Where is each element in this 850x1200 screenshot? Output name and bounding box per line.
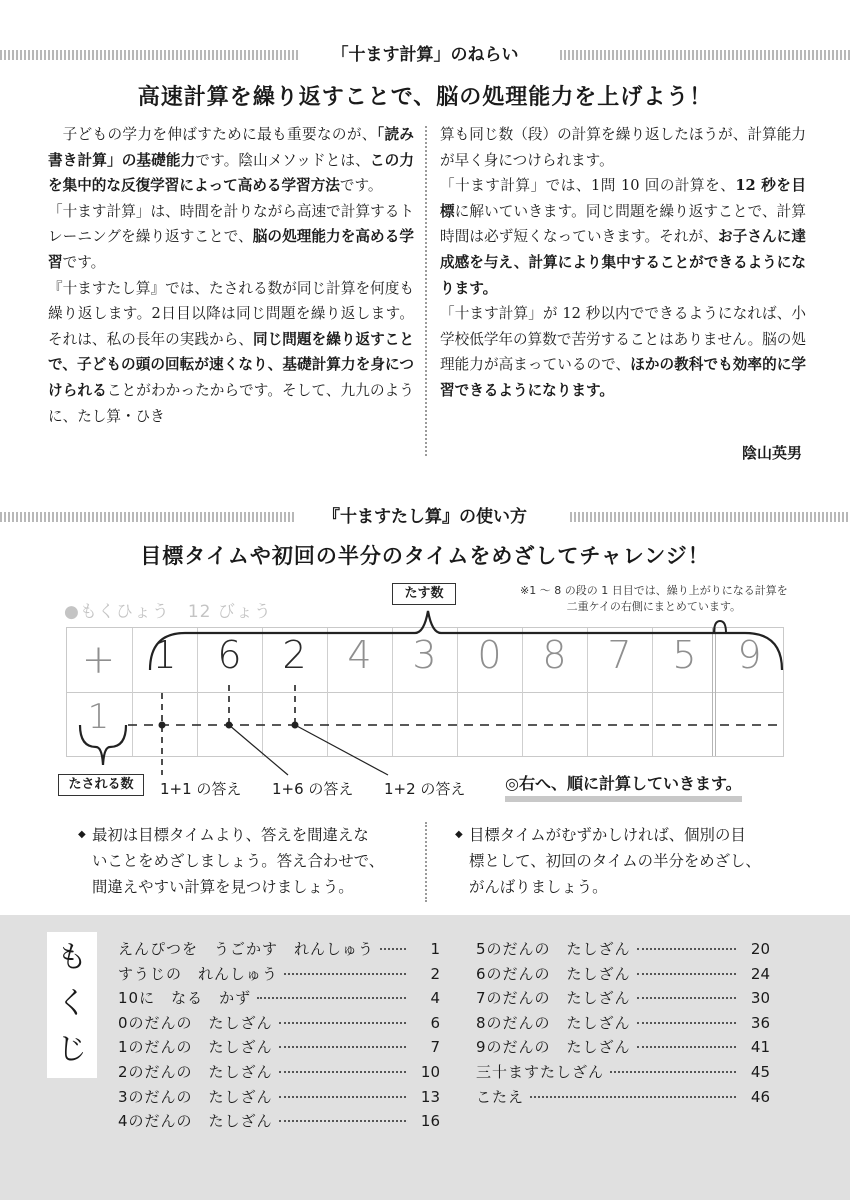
usage-line: いことをめざしましょう。答え合わせで、 [92,852,385,870]
toc-leader [637,973,736,975]
bold-text: 「読み書き計算」の基礎能力 [48,126,414,169]
toc-title: すうじの れんしゅう [118,964,279,983]
digit-cell: 1 [152,633,177,677]
toc-row[interactable] [476,1012,770,1037]
toc-right [476,938,770,1110]
digit-cell: 8 [542,633,567,677]
answer-leader [229,725,288,775]
toc-page: 2 [430,964,440,983]
usage-left [78,822,385,900]
answer-dot [292,722,299,729]
diamond-icon: ◆ [78,829,86,840]
tasareru-bracket [80,725,126,765]
toc-title: 三十ますたしざん [476,1062,605,1081]
toc-row[interactable] [476,987,770,1012]
toc-heading-char: も [57,940,87,975]
toc-row[interactable] [118,1110,440,1135]
section2-headline: 目標タイムや初回の半分のタイムをめざしてチャレンジ！ [140,544,710,568]
digit-cell: 5 [672,633,697,677]
text: 子どもの学力を伸ばすために最も重要なのが、 [62,126,377,143]
usage-line: 標として、初回のタイムの半分をめざし、 [469,852,761,870]
tasu-bracket [150,611,782,670]
digit-cell: 7 [607,633,632,677]
bold-text: 脳の処理能力を高める学習 [48,228,414,271]
author-name: 陰山英男 [741,444,802,462]
digit-cell: 6 [217,633,242,677]
toc-page: 4 [430,989,440,1008]
answer-label: 1+1 の答え [160,780,242,798]
intro-left-column [48,122,414,429]
toc-row[interactable] [118,1036,440,1061]
toc-title: 0のだんの たしざん [118,1013,273,1032]
text: 「十ます計算」では、1問 10 回の計算を、 [440,177,736,195]
text: です。 [339,177,383,195]
note-line: 二重ケイの右側にまとめています。 [566,600,742,613]
usage-divider [425,822,427,902]
toc-leader [637,1046,736,1048]
toc-row[interactable] [476,963,770,988]
toc-title: 8のだんの たしざん [476,1013,631,1032]
toc-leader [279,1022,406,1024]
bold-text: ほかの教科でも効率的に学習できるようになります。 [440,356,806,399]
answer-leader [295,725,388,775]
note-line: ※1 ～ 8 の段の 1 日目では、繰り上がりになる計算を [520,584,788,597]
usage-line: がんばりましょう。 [469,878,608,896]
toc-leader [530,1096,736,1098]
toc-title: 5のだんの たしざん [476,940,631,958]
note-pointer [714,621,726,633]
toc-heading-char: じ [57,1032,87,1067]
toc-page: 16 [420,1112,440,1131]
toc-title: 9のだんの たしざん [476,1038,631,1057]
intro-right-p1: 算も同じ数（段）の計算を繰り返したほうが、計算能力が早く身につけられます。 [440,126,806,169]
toc-page: 24 [750,964,770,983]
toc-row[interactable] [118,963,440,988]
toc-title: 1のだんの たしざん [118,1038,273,1057]
toc-leader [279,1071,406,1073]
toc-title: 7のだんの たしざん [476,989,631,1008]
toc-leader [637,1022,736,1024]
toc-left [118,938,440,1135]
text: 『十ますたし算』では、たされる数が同じ計算を何度も繰り返します。2日目以降は同じ問題を繰り返します。それは、私の長年の実践から、 [48,279,414,348]
toc-leader [637,997,736,999]
toc-page: 36 [750,1013,770,1032]
toc-heading-char: く [57,986,87,1021]
diagram-lines [0,575,850,805]
section1-header [0,44,850,66]
toc-leader [380,948,406,950]
usage-line: 目標タイムがむずかしければ、個別の目 [469,826,746,844]
toc-leader [279,1096,406,1098]
bold-text: 同じ問題を繰り返すことで、子どもの頭の回転が速くなり、基礎計算力を身につけられる [48,330,414,399]
toc-row[interactable] [118,987,440,1012]
text: です。 [62,253,106,271]
text: 「十ます計算」が 12 秒以内でできるようになれば、小学校低学年の算数で苦労することはありません。脳の処理能力が高まっているので、 [440,305,806,374]
intro-right-p2 [440,173,806,301]
tasu-label: たす数 [392,583,456,605]
tasareru-label: たされる数 [58,774,144,796]
toc-row[interactable] [118,1086,440,1111]
intro-right-p3 [440,301,806,403]
toc-row[interactable] [118,1012,440,1037]
toc-page: 7 [430,1038,440,1057]
section1-title: 「十ます計算」のねらい [331,45,519,65]
intro-left-p2 [48,199,414,276]
toc-title: えんぴつを うごかす れんしゅう [118,940,375,958]
toc-row[interactable] [476,1061,770,1086]
toc-page: 46 [750,1087,770,1106]
text: に解いていきます。同じ問題を繰り返すことで、計算時間は必ず短くなっていきます。それが、 [440,202,806,246]
bold-text: 12 秒を目標 [440,177,806,220]
text: ことがわかったからです。そして、九九のように、たし算・ひき [48,381,414,425]
intro-left-p1 [48,122,414,199]
toc-row[interactable] [118,938,440,963]
toc-title: 6のだんの たしざん [476,964,631,983]
section2-header [0,506,850,528]
toc-page: 45 [750,1062,770,1081]
toc-leader [637,948,736,950]
toc-leader [284,973,406,975]
toc-title: こたえ [476,1087,525,1106]
bold-text: お子さんに達成感を与え、計算により集中することができるようになります。 [440,228,806,297]
toc-row[interactable] [118,1061,440,1086]
usage-right [455,822,761,900]
digit-cell: 2 [282,633,307,677]
answer-dot [159,722,166,729]
column-divider [425,126,427,456]
toc-title: 10に なる かず [118,989,252,1008]
toc-title: 2のだんの たしざん [118,1062,273,1081]
digit-cell: 3 [412,633,437,677]
section2-title: 『十ますたし算』の使い方 [323,507,527,527]
toc-leader [610,1071,736,1073]
row-value: 1 [87,697,110,737]
text: です。陰山メソッドとは、 [195,151,370,169]
usage-line: 間違えやすい計算を見つけましょう。 [92,878,354,896]
digit-cell: 0 [477,633,502,677]
toc-title: 3のだんの たしざん [118,1087,273,1106]
answer-label: 1+2 の答え [384,780,466,798]
intro-right-column [440,122,806,404]
usage-line: 最初は目標タイムより、答えを間違えな [92,826,369,844]
toc-row[interactable] [476,1036,770,1061]
section1-headline: 高速計算を繰り返すことで、脳の処理能力を上げよう！ [137,85,713,110]
bold-text: この力を集中的な反復学習によって高める学習方法 [48,151,414,195]
toc-row[interactable] [476,1086,770,1111]
toc-leader [279,1046,406,1048]
diamond-icon: ◆ [455,829,463,840]
direction-note: ◎右へ、順に計算していきます。 [505,773,742,802]
answer-label: 1+6 の答え [272,780,354,798]
digit-cell: 9 [737,633,762,677]
toc-leader [257,997,406,999]
digit-cell: 4 [347,633,372,677]
goal-label: ●もくひょう 12 びょう [64,602,272,622]
toc-page: 10 [420,1062,440,1081]
toc-page: 6 [430,1013,440,1032]
plus-sign: + [81,637,116,683]
usage-diagram [0,575,850,805]
toc-page: 13 [420,1087,440,1106]
toc-row[interactable] [476,938,770,963]
toc-page: 41 [750,1038,770,1057]
intro-left-p3 [48,276,414,430]
toc-page: 1 [430,940,440,958]
toc-page: 20 [750,940,770,958]
toc-title: 4のだんの たしざん [118,1112,273,1131]
answer-dot [226,722,233,729]
toc-heading [47,932,97,1078]
toc-page: 30 [750,989,770,1008]
toc-leader [279,1120,406,1122]
text: 「十ます計算」は、時間を計りながら高速で計算するトレーニングを繰り返すことで、 [48,202,414,246]
